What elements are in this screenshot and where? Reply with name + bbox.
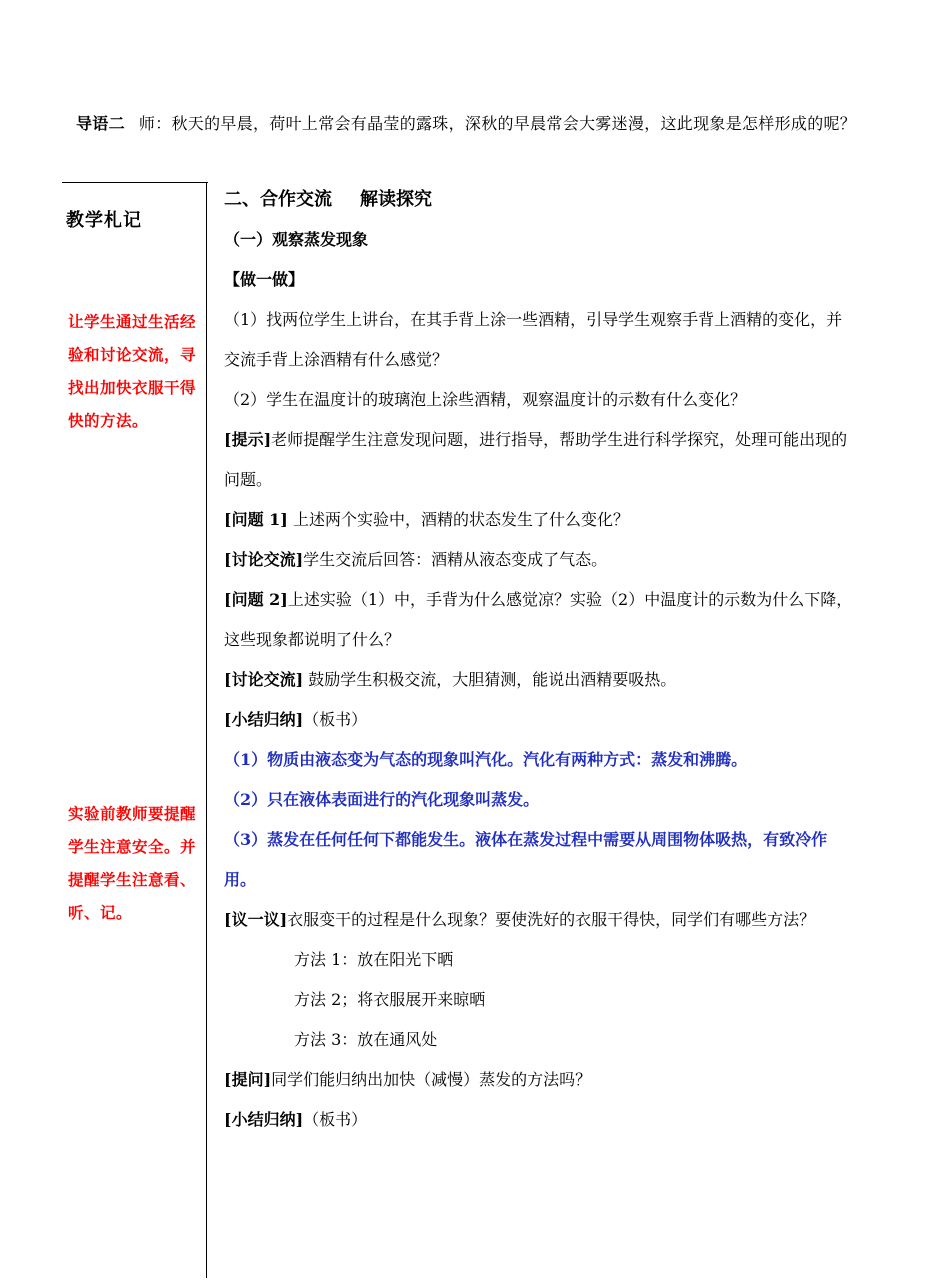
summary-2-note: （板书） [303,1110,368,1129]
concept-2: （2）只在液体表面进行的汽化现象叫蒸发。 [224,790,540,809]
discuss-text: 衣服变干的过程是什么现象？要使洗好的衣服干得快，同学们有哪些方法？ [287,910,816,929]
summary-1-tag: [小结归纳] [224,710,304,729]
discussion-2-tag: [讨论交流] [224,670,304,689]
sidebar-title: 教学札记 [66,210,142,231]
column-divider [206,182,207,1278]
sidebar-note-1: 让学生通过生活经验和讨论交流，寻找出加快衣服干得快的方法。 [68,312,197,430]
method-2: 方法 2；将衣服展开来晾晒 [294,990,486,1009]
hint-paragraph [224,420,856,500]
summary-2-tag: [小结归纳] [224,1110,304,1129]
do-label: 【做一做】 [224,270,305,289]
concept-3: （3）蒸发在任何任何下都能发生。液体在蒸发过程中需要从周围物体吸热，有致冷作用。 [224,830,828,889]
main-content [224,180,856,1140]
section-title-b: 解读探究 [360,189,432,210]
hint-text: 老师提醒学生注意发现问题，进行指导，帮助学生进行科学探究，处理可能出现的问题。 [224,430,848,489]
discuss-tag: [议一议] [224,910,288,929]
sub-title: （一）观察蒸发现象 [224,230,369,249]
ask-text: 同学们能归纳出加快（减慢）蒸发的方法吗？ [271,1070,592,1089]
ask-paragraph [224,1060,856,1100]
intro-paragraph [76,106,876,142]
discussion-1-text: 学生交流后回答：酒精从液态变成了气态。 [303,550,608,569]
question-1-tag: [问题 1] [224,510,288,529]
discussion-2-text: 鼓励学生积极交流，大胆猜测，能说出酒精要吸热。 [308,670,677,689]
table-top-divider [62,182,208,183]
method-1: 方法 1：放在阳光下晒 [294,950,454,969]
summary-1-note: （板书） [303,710,368,729]
hint-tag: [提示] [224,430,272,449]
section-title [224,180,856,220]
step-2: （2）学生在温度计的玻璃泡上涂些酒精，观察温度计的示数有什么变化？ [224,390,747,409]
intro-text: 师：秋天的早晨，荷叶上常会有晶莹的露珠，深秋的早晨常会大雾迷漫，这此现象是怎样形成的呢？ [138,114,857,133]
section-title-a: 二、合作交流 [224,189,332,210]
summary-2 [224,1100,856,1140]
step-1: （1）找两位学生上讲台，在其手背上涂一些酒精，引导学生观察手背上酒精的变化，并交流手背上涂酒精有什么感觉？ [224,310,843,369]
sidebar-note-2: 实验前教师要提醒学生注意安全。并提醒学生注意看、听、记。 [68,804,197,922]
question-2 [224,580,856,660]
method-3: 方法 3：放在通风处 [294,1030,438,1049]
intro-label: 导语二 [76,114,125,133]
concept-1: （1）物质由液态变为气态的现象叫汽化。汽化有两种方式：蒸发和沸腾。 [224,750,748,769]
discussion-1 [224,540,856,580]
question-1 [224,500,856,540]
question-2-text: 上述实验（1）中，手背为什么感觉凉？实验（2）中温度计的示数为什么下降，这些现象都说明了什么？ [224,590,853,649]
ask-tag: [提问] [224,1070,272,1089]
summary-1 [224,700,856,740]
discussion-2 [224,660,856,700]
discuss-paragraph [224,900,856,940]
question-1-text: 上述两个实验中，酒精的状态发生了什么变化？ [292,510,629,529]
question-2-tag: [问题 2] [224,590,288,609]
discussion-1-tag: [讨论交流] [224,550,304,569]
